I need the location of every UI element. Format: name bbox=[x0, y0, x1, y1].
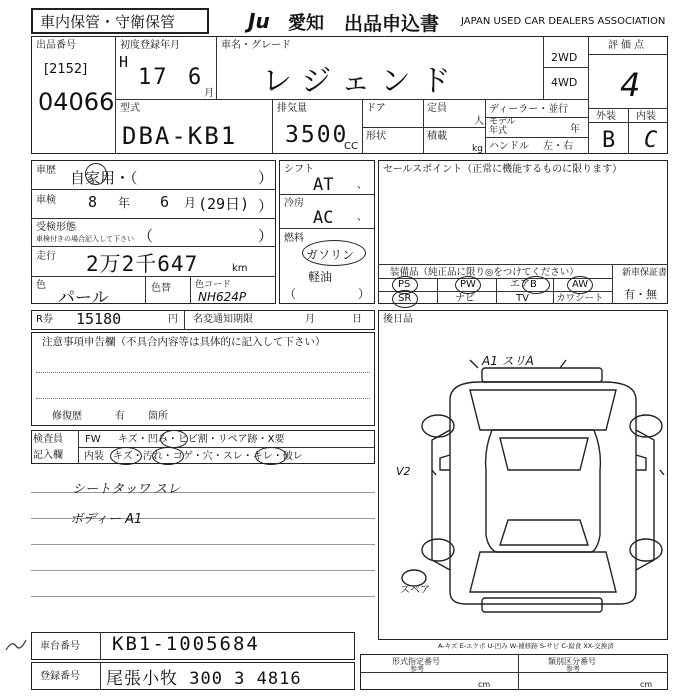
mileage-value: 2万2千647 bbox=[86, 252, 199, 276]
inspection-month-unit: 月 bbox=[184, 196, 197, 210]
inspection-label: 車検 bbox=[36, 195, 56, 206]
car-name-label: 車名・グレード bbox=[221, 40, 291, 51]
exterior-label: 外装 bbox=[596, 111, 616, 122]
model-value: DBA-KB1 bbox=[122, 122, 238, 150]
lot-label: 出品番号 bbox=[36, 40, 76, 51]
rating-score: 4 bbox=[620, 66, 641, 104]
car-name-value: レジェンド bbox=[262, 64, 461, 99]
capacity-label: 定員 bbox=[427, 103, 447, 114]
door-label: ドア bbox=[366, 103, 386, 114]
recycle-unit: 円 bbox=[168, 314, 178, 325]
mileage-label: 走行 bbox=[36, 251, 56, 262]
mileage-unit: km bbox=[232, 263, 248, 274]
form-title: 出品申込書 bbox=[344, 13, 440, 35]
warranty-value: 有・無 bbox=[624, 288, 657, 301]
first-reg-label: 初度登録年月 bbox=[120, 40, 180, 51]
inspection-year-unit: 年 bbox=[118, 196, 131, 210]
interior-label: 内装 bbox=[636, 111, 656, 122]
form-subtitle: JAPAN USED CAR DEALERS ASSOCIATION bbox=[461, 16, 666, 27]
fuel-gasoline: ガソリン bbox=[306, 248, 355, 262]
ju-logo: Ju bbox=[248, 9, 270, 33]
diagram-side-note: V2 bbox=[396, 465, 411, 478]
spare-label: スペア bbox=[400, 585, 430, 596]
drive-4wd: 4WD bbox=[551, 76, 578, 89]
reg-year: 17 bbox=[138, 65, 169, 90]
equipment-label: 装備品（純正品に限り◎をつけてください） bbox=[390, 267, 579, 278]
equip-airbag: エアB bbox=[510, 279, 537, 290]
reg-era: H bbox=[119, 53, 129, 71]
load-unit: kg bbox=[472, 144, 483, 154]
rating-label: 評価点 bbox=[608, 40, 647, 51]
inspector-row1: キズ・凹み・ヒビ割・リペア跡・X要 bbox=[118, 434, 285, 445]
recycle-label: R券 bbox=[36, 314, 53, 325]
color-code-label: 色コード bbox=[195, 280, 232, 290]
displacement-unit: CC bbox=[344, 141, 358, 152]
fuel-close: ） bbox=[358, 287, 371, 301]
history-close: ） bbox=[258, 169, 274, 187]
dealer-label: ディーラー・並行 bbox=[489, 104, 569, 115]
color-code-value: NH624P bbox=[198, 290, 247, 304]
interior-grade: C bbox=[644, 128, 660, 153]
equip-aw: AW bbox=[572, 279, 589, 290]
equip-tv: TV bbox=[516, 293, 529, 304]
model-year-label: モデル 年式 bbox=[489, 117, 516, 136]
drive-2wd: 2WD bbox=[551, 51, 578, 64]
inspection-year: 8 bbox=[88, 193, 98, 211]
damage-legend: A-キズ E-エクボ U-凹み W-補修跡 S-サビ C-腐食 XX-交換済 bbox=[438, 642, 614, 650]
deadline-label: 名変通知期限 bbox=[193, 314, 253, 325]
notes-label: 注意事項申告欄（不具合内容等は具体的に記入して下さい） bbox=[42, 336, 326, 348]
history-value: 自家用・（ bbox=[70, 169, 138, 187]
exterior-grade: B bbox=[602, 128, 618, 153]
handwritten-note-2: ボディー A1 bbox=[70, 512, 143, 527]
repaint-label: 色替 bbox=[151, 283, 171, 294]
lot-bracket: [2152] bbox=[44, 62, 88, 77]
handle-label: ハンドル bbox=[489, 141, 529, 152]
fuel-label: 燃料 bbox=[284, 233, 304, 244]
inspector-row2: キズ・汚れ・コゲ・穴・スレ・キレ・破レ bbox=[113, 451, 303, 462]
plate-label: 登録番号 bbox=[40, 671, 80, 682]
inspector-row1-tag: FW bbox=[85, 434, 101, 445]
reg-month: 6 bbox=[188, 65, 204, 90]
shift-value: AT bbox=[313, 175, 334, 195]
sales-point-label: セールスポイント（正常に機能するものに限ります） bbox=[383, 164, 623, 175]
repair-history-label: 修復歴 bbox=[52, 411, 82, 422]
displacement-value: 3500 bbox=[285, 122, 349, 148]
model-label: 型式 bbox=[120, 103, 140, 114]
capacity-unit: 人 bbox=[474, 116, 484, 127]
plate-value: 尾張小牧 300 3 4816 bbox=[106, 669, 302, 689]
storage-label: 車内保管・守衛保管 bbox=[40, 13, 176, 31]
load-label: 積載 bbox=[427, 131, 447, 142]
reception-label: 受検形態 bbox=[36, 222, 76, 233]
form-number-label: 形式指定番号 bbox=[392, 657, 440, 666]
repair-history-value: 有 bbox=[115, 411, 125, 422]
inspector-row2-tag: 内装 bbox=[84, 451, 104, 462]
equip-leather: カワシート bbox=[556, 293, 604, 304]
handle-options: 左・右 bbox=[543, 141, 573, 152]
color-value: パール bbox=[58, 288, 109, 308]
repair-place: 箇所 bbox=[148, 411, 168, 422]
reception-sub: 車検付きの場合記入して下さい bbox=[36, 235, 134, 243]
chassis-value: KB1-1005684 bbox=[112, 633, 260, 655]
rear-items-label: 後日品 bbox=[383, 314, 413, 325]
fuel-open: （ bbox=[284, 287, 297, 301]
reception-open: （ bbox=[138, 227, 154, 245]
displacement-label: 排気量 bbox=[277, 103, 307, 114]
diagram-top-note: A1 スリA bbox=[482, 354, 534, 368]
history-label: 車歴 bbox=[36, 165, 56, 176]
fuel-diesel: 軽油 bbox=[308, 270, 333, 284]
inspector-label: 検査員 bbox=[33, 434, 63, 445]
equip-navi: ナビ bbox=[455, 293, 475, 304]
inspection-close: ） bbox=[258, 197, 274, 215]
recycle-value: 15180 bbox=[76, 310, 122, 328]
ju-region: 愛知 bbox=[288, 13, 324, 34]
reg-month-unit: 月 bbox=[204, 88, 214, 99]
handwritten-note-1: シートタッワ スレ bbox=[72, 482, 181, 497]
shift-label: シフト bbox=[284, 164, 314, 175]
shift-sep: 、 bbox=[357, 180, 367, 191]
cm-label-2: cm bbox=[640, 680, 653, 689]
shape-label: 形状 bbox=[366, 131, 386, 142]
cm-label-1: cm bbox=[478, 680, 491, 689]
equip-pw: PW bbox=[460, 279, 476, 290]
equip-ps: PS bbox=[398, 279, 411, 290]
inspection-day: (29日) bbox=[198, 195, 250, 213]
chassis-label: 車台番号 bbox=[40, 641, 80, 652]
deadline-day: 日 bbox=[352, 314, 362, 325]
ac-value: AC bbox=[313, 208, 334, 228]
ac-label: 冷房 bbox=[284, 198, 304, 209]
deadline-month: 月 bbox=[305, 314, 315, 325]
reception-close: ） bbox=[258, 227, 274, 245]
class-number-label: 類別区分番号 bbox=[548, 657, 596, 666]
color-label: 色 bbox=[36, 280, 46, 291]
equip-sr: SR bbox=[398, 293, 412, 304]
ref-label-1: 参考 bbox=[410, 665, 424, 673]
inspector-label-2: 記入欄 bbox=[33, 450, 63, 461]
warranty-label: 新車保証書 bbox=[622, 268, 668, 278]
ac-sep: 、 bbox=[357, 212, 367, 223]
model-year-unit: 年 bbox=[570, 124, 580, 135]
lot-number: 04066 bbox=[38, 88, 115, 116]
ref-label-2: 参考 bbox=[566, 665, 580, 673]
inspection-month: 6 bbox=[160, 193, 170, 211]
